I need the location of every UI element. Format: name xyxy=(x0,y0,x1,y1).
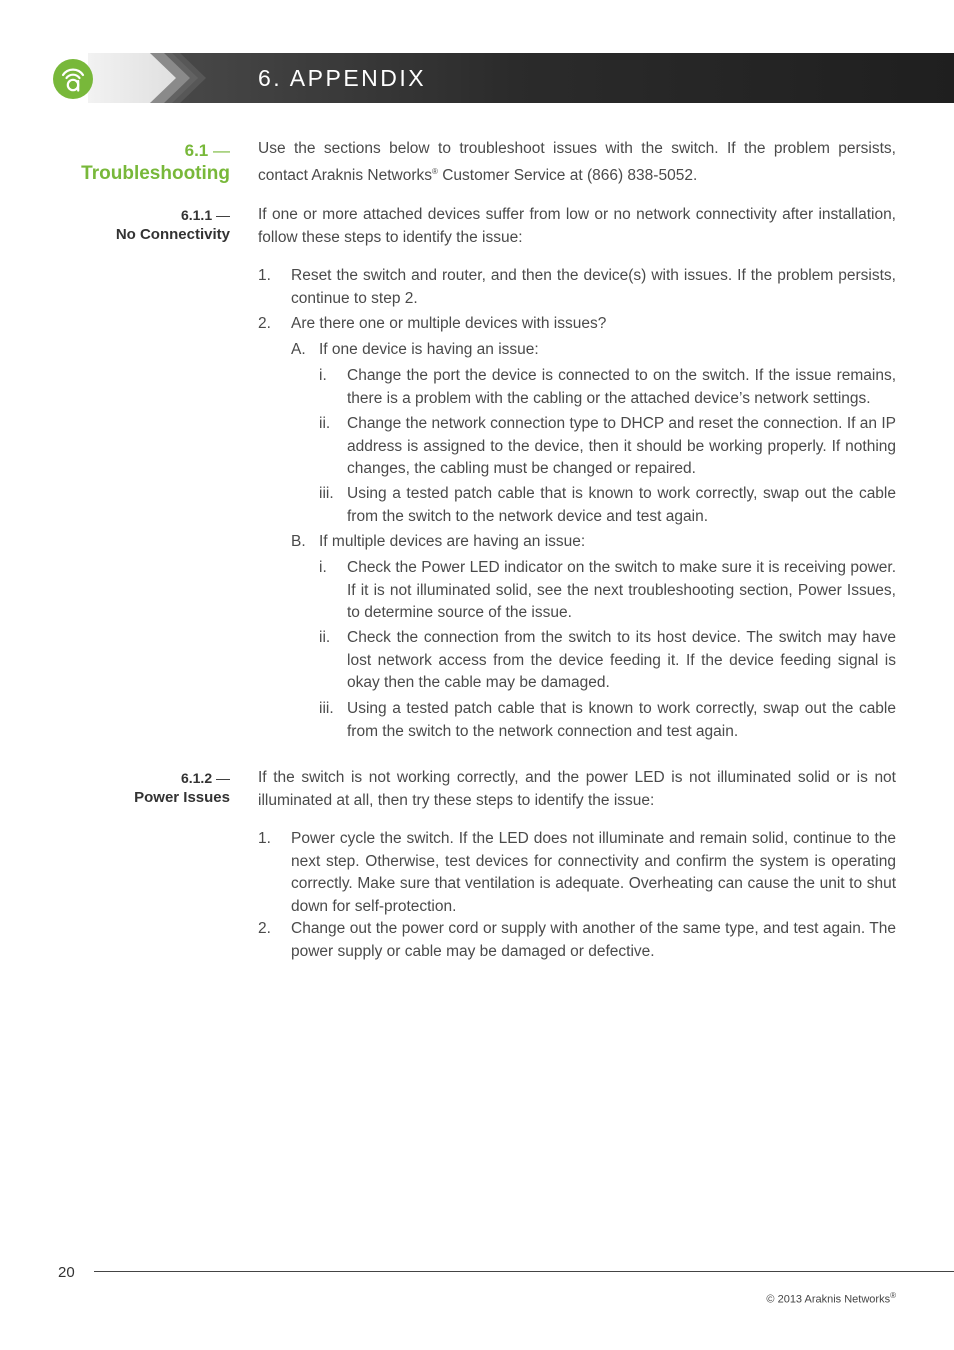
section-6-1-1-heading xyxy=(116,205,230,245)
heading-dash: — xyxy=(216,770,230,786)
list-item: 1. Power cycle the switch. If the LED does not illuminate and remain solid, continue to the next step. Otherwise, test devices for connectivity and confirm the system is operating correctly. Make sure that ventilation is adequate. Overheating can cause the unit to shut down for self-protection. xyxy=(258,830,896,915)
subsection-title: No Connectivity xyxy=(115,226,230,243)
subsection-title: Power Issues xyxy=(134,789,230,806)
copyright-notice: © 2013 Araknis Networks® xyxy=(766,1291,896,1306)
list-item: A. If one device is having an issue: xyxy=(291,341,539,358)
list-item: 1. Reset the switch and router, and then the device(s) with issues. If the problem persists, continue to step 2. xyxy=(258,267,896,307)
heading-dash: — xyxy=(216,207,230,223)
list-item: ii. Check the connection from the switch to its host device. The switch may have lost network access from the device feeding it. If the device feeding signal is okay then the cable may be damaged. xyxy=(319,629,896,691)
section-6-1-1-intro: If one or more attached devices suffer from low or no network connectivity after installation, follow these steps to identify the issue: xyxy=(258,206,896,246)
subsection-number: 6.1.1 xyxy=(180,207,213,223)
chapter-title: 6. APPENDIX xyxy=(258,65,427,91)
header-banner xyxy=(0,53,954,103)
section-6-1-2-heading xyxy=(134,768,230,808)
list-item: B. If multiple devices are having an issue: xyxy=(291,533,586,550)
chevron-arrow-icon xyxy=(150,53,210,103)
list-item: 2. Change out the power cord or supply with another of the same type, and test again. The power supply or cable may be damaged or defective. xyxy=(258,920,896,960)
section-number: 6.1 xyxy=(184,141,209,160)
list-item: iii. Using a tested patch cable that is known to work correctly, swap out the cable from the switch to the network device and test again. xyxy=(319,485,896,525)
section-6-1-heading xyxy=(81,140,230,186)
section-title: Troubleshooting xyxy=(81,163,230,184)
list-item: ii. Change the network connection type to DHCP and reset the connection. If an IP address is assigned to the device, then it should be working properly. If nothing changes, the cabling must be changed or repaired. xyxy=(319,415,896,477)
section-6-1-intro: Use the sections below to troubleshoot issues with the switch. If the problem persists, contact Araknis Networks® Customer Service at (866) 838-5052. xyxy=(258,140,896,184)
heading-dash: — xyxy=(213,141,230,160)
list-item: iii. Using a tested patch cable that is known to work correctly, swap out the cable from the switch to the network connection and test again. xyxy=(319,700,896,740)
section-6-1-2-intro: If the switch is not working correctly, and the power LED is not illuminated solid or is not illuminated at all, then try these steps to identify the issue: xyxy=(258,769,896,809)
registered-mark: ® xyxy=(890,1291,896,1300)
page-number: 20 xyxy=(58,1264,75,1281)
list-item: i. Check the Power LED indicator on the switch to make sure it is receiving power. If it is not illuminated solid, see the next troubleshooting section, Power Issues, to determine source of the issue. xyxy=(319,559,896,621)
list-item: i. Change the port the device is connected to on the switch. If the issue remains, there is a problem with the cabling or the attached device’s network settings. xyxy=(319,367,896,407)
araknis-logo-icon xyxy=(52,58,94,100)
subsection-number: 6.1.2 xyxy=(180,770,213,786)
registered-mark: ® xyxy=(432,166,438,176)
footer-divider xyxy=(94,1271,954,1272)
list-item: 2. Are there one or multiple devices with issues? xyxy=(258,315,607,332)
